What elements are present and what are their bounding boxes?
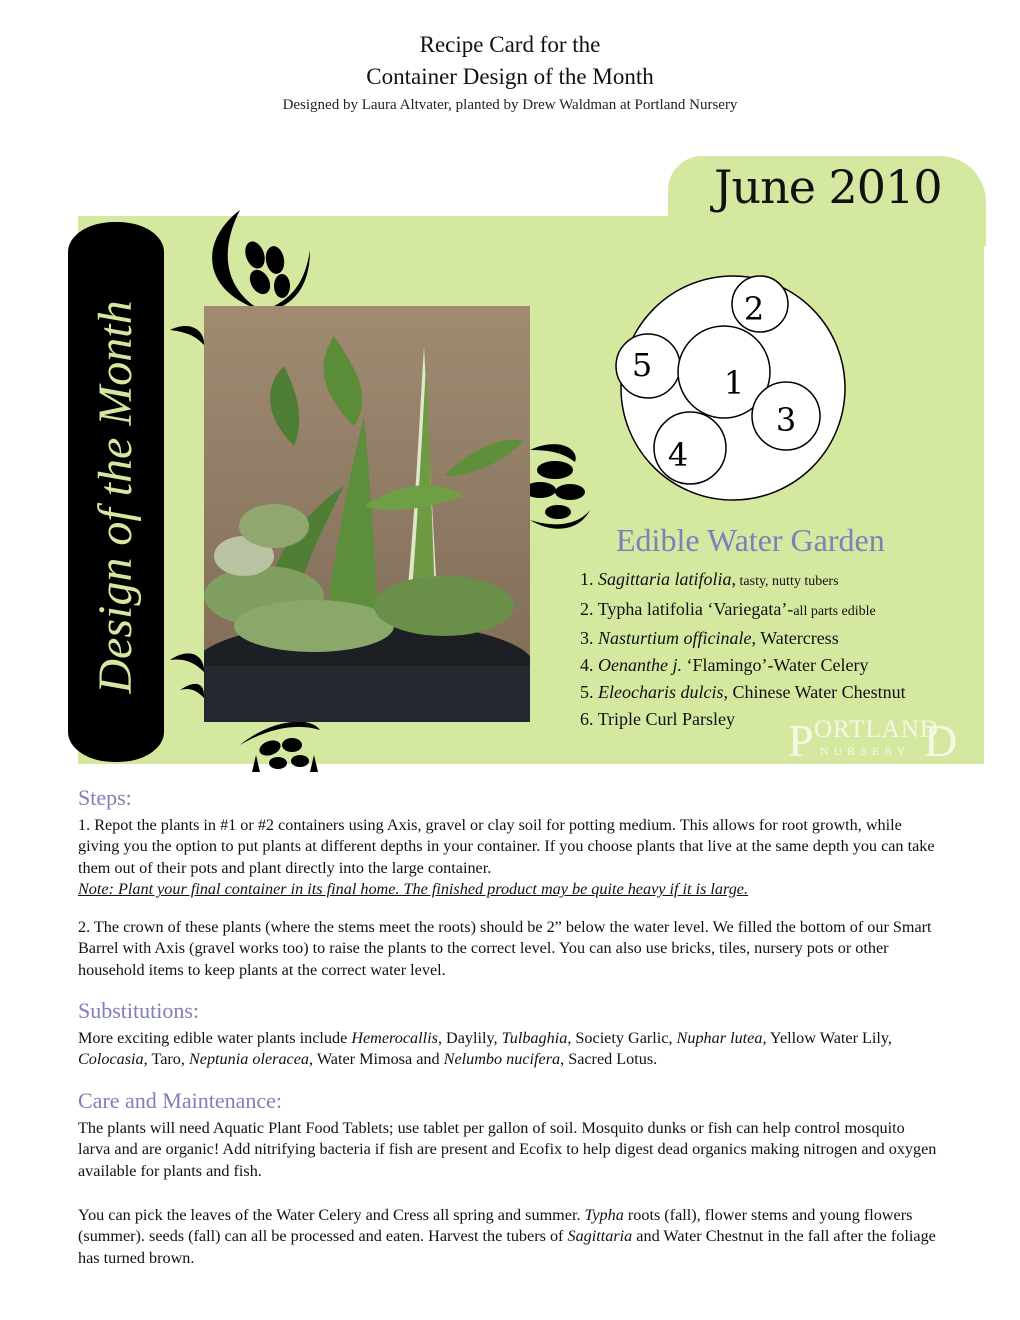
substitutions-heading: Substitutions: — [78, 998, 200, 1023]
date-tab-label: June 2010 — [714, 160, 942, 214]
header-credit: Designed by Laura Altvater, planted by Drew Waldman at Portland Nursery — [282, 97, 738, 113]
position-label: 1 — [723, 364, 745, 402]
plant-list-item: 5. Eleocharis dulcis, Chinese Water Chestnut — [580, 681, 906, 702]
steps-heading: Steps: — [78, 785, 132, 810]
steps-paragraph-2: 2. The crown of these plants (where the stems meet the roots) should be 2” below the water level. We filled the bottom of our Smart Barrel with Axis (gravel works too) to raise the plants to the correct level. You can also use bricks, tiles, nursery pots or other household items to keep plants at the correct water level. — [78, 918, 932, 979]
logo-initial: P — [788, 715, 814, 766]
side-banner-title: Design of the Month — [89, 300, 142, 694]
planting-layout-diagram — [610, 268, 860, 518]
plant-position-4 — [654, 412, 726, 484]
steps-note: Note: Plant your final container in its final home. The finished product may be quite heavy if it is large. — [78, 880, 749, 899]
logo-line-1: ORTLAND — [814, 716, 939, 743]
position-label: 5 — [631, 346, 653, 384]
plant-list-item: 6. Triple Curl Parsley — [580, 708, 736, 729]
logo-line-2: NURSERY — [820, 744, 911, 758]
header-line-1: Recipe Card for the — [419, 32, 601, 57]
plant-list-item: 1. Sagittaria latifolia, tasty, nutty tubers — [580, 569, 839, 589]
care-paragraph-1: The plants will need Aquatic Plant Food Tablets; use tablet per gallon of soil. Mosquito dunks or fish can help control mosquito larva and are organic! Add nitrifying bacteria if fish are present and Ecofix to help digest dead organics making nitrogen and oxygen available for plants and fish. — [78, 1119, 937, 1180]
position-label: 3 — [775, 401, 797, 439]
plant-list-item: 2. Typha latifolia ‘Variegata’-all parts edible — [580, 598, 876, 619]
logo-end: D — [924, 715, 958, 766]
garden-title: Edible Water Garden — [616, 522, 885, 558]
plant-list-item: 4. Oenanthe j. ‘Flamingo’-Water Celery — [580, 655, 869, 676]
care-paragraph-2: You can pick the leaves of the Water Celery and Cress all spring and summer. Typha roots (fall), flower stems and young flowers (summer). seeds (fall) can all be processed and eaten. Harvest the tubers of Sagittaria and Water Chestnut in the fall after the foliage has turned brown. — [78, 1206, 936, 1267]
position-label: 2 — [743, 290, 765, 328]
plant-list-item: 3. Nasturtium officinale, Watercress — [580, 628, 839, 649]
container-photo — [204, 306, 530, 722]
steps-step-1: 1. Repot the plants in #1 or #2 containers using Axis, gravel or clay soil for potting medium. This allows for root growth, while giving you the option to put plants at different depths in your container. If you choose plants that live at the same depth you can take them out of their pots and plant directly into the large container. — [78, 816, 935, 877]
plant-list — [580, 566, 906, 732]
position-label: 4 — [667, 436, 689, 474]
steps-paragraph-1 — [78, 815, 938, 901]
care-heading: Care and Maintenance: — [78, 1088, 283, 1113]
substitutions-paragraph: More exciting edible water plants include Hemerocallis, Daylily, Tulbaghia, Society Garlic, Nuphar lutea, Yellow Water Lily, Colocasia, Taro, Neptunia oleracea, Water Mimosa and Nelumbo nucifera, Sacred Lotus. — [78, 1029, 892, 1069]
header-line-2: Container Design of the Month — [366, 64, 654, 89]
